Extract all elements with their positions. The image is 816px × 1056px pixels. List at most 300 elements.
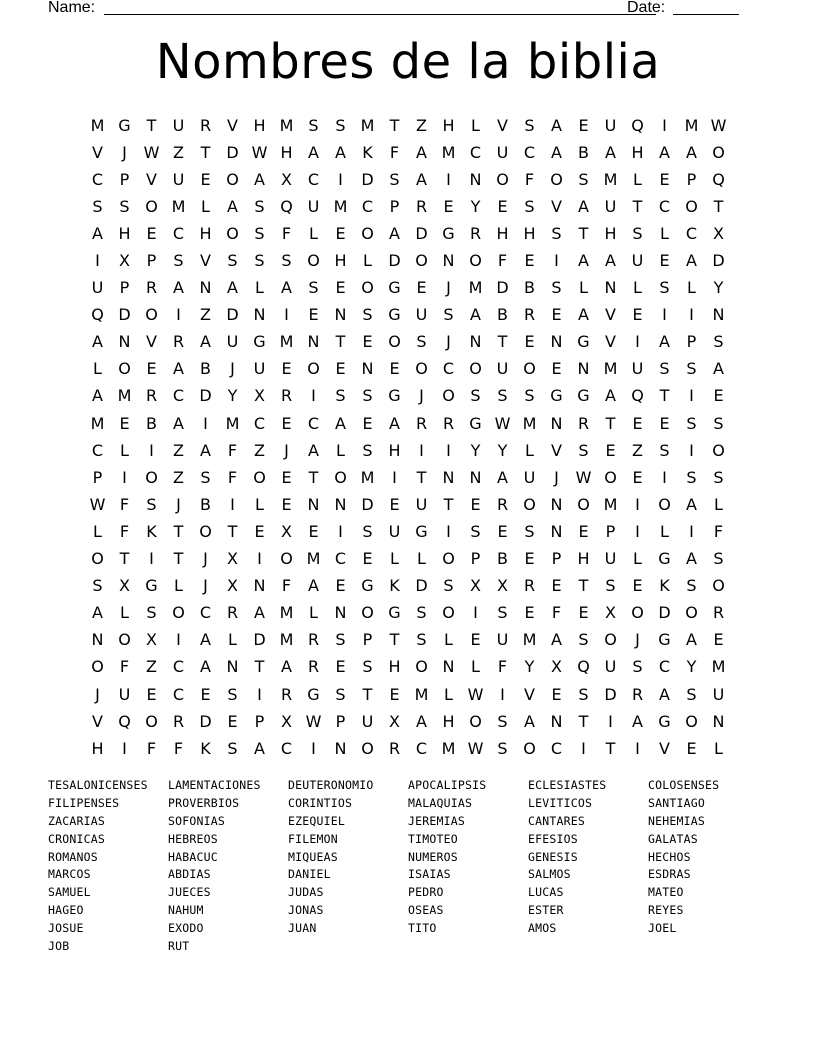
grid-letter: A [686,630,697,650]
grid-letter: I [149,549,154,569]
grid-letter: D [253,630,266,650]
grid-letter: C [91,169,104,189]
grid-letter: X [227,576,238,596]
grid-letter: X [119,251,130,271]
grid-letter: S [389,169,400,189]
grid-letter: X [551,657,562,677]
grid-letter: I [446,440,451,460]
grid-letter: O [658,494,671,514]
word-list-item: FILEMON [288,831,338,846]
grid-letter: I [203,413,208,433]
grid-letter: M [306,549,321,569]
word-list-item: LAMENTACIONES [168,778,261,792]
word-list-item: APOCALIPSIS [408,778,487,792]
grid-letter: Z [173,440,184,460]
grid-letter: D [658,603,671,623]
grid-letter: W [467,738,484,758]
word-list-item: TESALONICENSES [48,778,148,792]
word-list-item: LEVITICOS [528,795,593,810]
grid-letter: Q [118,711,131,731]
grid-letter: S [443,576,454,596]
grid-letter: E [551,305,562,325]
word-list-item: FILIPENSES [48,795,120,810]
grid-letter: C [172,386,185,406]
grid-letter: C [172,684,185,704]
word-list-item: MARCOS [48,867,91,882]
grid-letter: E [713,386,724,406]
grid-letter: I [689,521,694,541]
grid-letter: R [145,386,158,406]
grid-letter: O [415,359,428,379]
grid-letter: I [581,738,586,758]
grid-letter: E [119,413,130,433]
grid-letter: P [254,711,265,731]
grid-letter: U [604,115,617,135]
grid-letter: Z [416,115,427,135]
grid-letter: U [415,305,428,325]
grid-letter: W [143,142,160,162]
grid-letter: E [362,413,373,433]
grid-letter: S [686,359,697,379]
grid-letter: E [281,494,292,514]
grid-letter: O [442,603,455,623]
grid-letter: O [577,494,590,514]
grid-letter: P [389,196,400,216]
grid-letter: O [253,467,266,487]
grid-letter: S [200,467,211,487]
grid-letter: E [200,684,211,704]
grid-letter: L [417,549,426,569]
grid-letter: M [603,169,618,189]
grid-letter: O [334,467,347,487]
grid-letter: E [254,521,265,541]
grid-letter: G [442,223,455,243]
grid-letter: S [713,413,724,433]
grid-letter: P [146,251,157,271]
grid-letter: P [335,711,346,731]
grid-letter: T [443,494,454,514]
grid-letter: I [446,521,451,541]
grid-letter: V [92,711,103,731]
grid-letter: L [309,603,318,623]
grid-letter: G [253,332,266,352]
grid-letter: M [279,332,294,352]
grid-letter: B [200,359,211,379]
grid-letter: R [280,684,293,704]
grid-letter: A [686,142,697,162]
grid-letter: A [308,142,319,162]
grid-letter: E [470,494,481,514]
grid-letter: H [631,142,644,162]
grid-letter: E [362,549,373,569]
grid-letter: L [444,630,453,650]
grid-letter: O [388,332,401,352]
grid-letter: L [444,684,453,704]
word-list-item: JEREMIAS [408,813,465,828]
grid-letter: M [522,630,537,650]
grid-letter: I [122,467,127,487]
grid-letter: O [307,251,320,271]
grid-letter: S [254,251,265,271]
grid-letter: D [415,576,428,596]
grid-letter: T [200,142,211,162]
word-list-item: DEUTERONOMIO [288,778,374,792]
word-list-item: AMOS [528,921,557,936]
grid-letter: S [227,738,238,758]
grid-letter: X [281,169,292,189]
grid-letter: N [469,467,482,487]
grid-letter: G [577,332,590,352]
grid-letter: E [659,251,670,271]
grid-letter: X [389,711,400,731]
grid-letter: P [470,549,481,569]
word-list-item: ECLESIASTES [528,778,607,792]
grid-letter: S [443,305,454,325]
word-list-item: PEDRO [408,885,444,900]
grid-letter: N [442,251,455,271]
grid-letter: S [713,332,724,352]
grid-letter: T [173,521,184,541]
grid-letter: M [117,386,132,406]
word-list-item: DANIEL [288,867,331,882]
grid-letter: N [550,332,563,352]
grid-letter: T [416,467,427,487]
grid-letter: J [446,278,451,298]
grid-letter: M [171,196,186,216]
grid-letter: I [662,467,667,487]
grid-letter: A [497,467,508,487]
grid-letter: E [632,467,643,487]
grid-letter: N [712,305,725,325]
grid-letter: A [227,196,238,216]
grid-letter: R [199,115,212,135]
grid-letter: P [551,549,562,569]
name-blank-line [104,14,656,15]
grid-letter: N [550,413,563,433]
grid-letter: X [254,386,265,406]
grid-letter: S [119,196,130,216]
grid-letter: O [550,169,563,189]
grid-letter: S [578,169,589,189]
grid-letter: G [550,386,563,406]
grid-letter: U [604,196,617,216]
grid-letter: W [251,142,268,162]
grid-letter: C [307,413,320,433]
grid-letter: O [361,278,374,298]
grid-letter: A [173,278,184,298]
grid-letter: L [309,223,318,243]
grid-letter: N [334,494,347,514]
word-list-item: RUT [168,939,190,954]
grid-letter: E [146,223,157,243]
word-list-item: SANTIAGO [648,795,705,810]
grid-letter: X [713,223,724,243]
grid-letter: T [362,684,373,704]
grid-letter: A [335,142,346,162]
grid-letter: P [605,521,616,541]
grid-letter: D [226,142,239,162]
grid-letter: O [118,359,131,379]
grid-letter: G [658,711,671,731]
grid-letter: T [119,549,130,569]
grid-letter: O [685,196,698,216]
grid-letter: D [712,251,725,271]
grid-letter: S [659,278,670,298]
grid-letter: N [442,467,455,487]
grid-letter: A [659,142,670,162]
word-list-item: PROVERBIOS [168,795,240,810]
grid-letter: T [227,521,238,541]
grid-letter: R [280,386,293,406]
grid-letter: U [307,196,320,216]
grid-letter: E [632,305,643,325]
grid-letter: F [551,603,562,623]
grid-letter: F [281,576,292,596]
grid-letter: I [689,440,694,460]
grid-letter: S [227,684,238,704]
grid-letter: D [388,251,401,271]
date-blank-line [673,14,739,15]
word-list-item: ZACARIAS [48,813,105,828]
grid-letter: V [605,305,616,325]
grid-letter: I [176,630,181,650]
grid-letter: A [686,251,697,271]
grid-letter: H [253,115,266,135]
grid-letter: V [227,115,238,135]
grid-letter: O [685,711,698,731]
grid-letter: O [145,711,158,731]
grid-letter: S [686,467,697,487]
grid-letter: M [90,413,105,433]
grid-letter: A [551,142,562,162]
grid-letter: S [173,251,184,271]
grid-letter: L [471,115,480,135]
grid-letter: E [389,359,400,379]
grid-letter: S [686,684,697,704]
grid-letter: N [469,332,482,352]
grid-letter: P [92,467,103,487]
grid-letter: W [575,467,592,487]
grid-letter: C [442,359,455,379]
grid-letter: G [388,386,401,406]
grid-letter: K [200,738,211,758]
grid-letter: N [253,305,266,325]
grid-letter: J [95,684,100,704]
grid-letter: M [441,738,456,758]
grid-letter: A [578,251,589,271]
grid-letter: O [604,630,617,650]
grid-letter: A [254,738,265,758]
grid-letter: A [308,576,319,596]
grid-letter: W [710,115,727,135]
grid-letter: X [146,630,157,650]
grid-letter: E [713,630,724,650]
grid-letter: U [172,115,185,135]
grid-letter: S [497,711,508,731]
grid-letter: I [149,440,154,460]
grid-letter: N [550,494,563,514]
grid-letter: G [118,115,131,135]
grid-letter: S [416,630,427,650]
grid-letter: T [578,223,589,243]
grid-letter: X [119,576,130,596]
grid-letter: L [363,251,372,271]
grid-letter: U [712,684,725,704]
grid-letter: E [632,413,643,433]
grid-letter: V [146,169,157,189]
word-list-item: CRONICAS [48,831,105,846]
grid-letter: S [281,251,292,271]
grid-letter: S [308,115,319,135]
grid-letter: M [414,684,429,704]
grid-letter: S [524,521,535,541]
word-list-item: CORINTIOS [288,795,353,810]
grid-letter: S [497,386,508,406]
grid-letter: O [172,603,185,623]
grid-letter: U [496,359,509,379]
grid-letter: U [604,657,617,677]
grid-letter: A [92,386,103,406]
grid-letter: N [91,630,104,650]
grid-letter: F [119,521,130,541]
grid-letter: L [714,738,723,758]
grid-letter: H [604,223,617,243]
grid-letter: E [389,494,400,514]
grid-letter: A [92,603,103,623]
grid-letter: E [524,603,535,623]
grid-letter: O [361,223,374,243]
grid-letter: O [523,494,536,514]
grid-letter: I [554,251,559,271]
grid-letter: A [470,305,481,325]
grid-letter: O [469,251,482,271]
grid-letter: F [146,738,157,758]
grid-letter: V [200,251,211,271]
grid-letter: B [497,305,508,325]
grid-letter: I [311,386,316,406]
grid-letter: L [633,278,642,298]
grid-letter: C [523,142,536,162]
grid-letter: A [605,142,616,162]
word-list-item: SOFONIAS [168,813,225,828]
grid-letter: I [689,386,694,406]
grid-letter: N [118,332,131,352]
grid-letter: T [713,196,724,216]
grid-letter: S [254,223,265,243]
grid-letter: S [551,223,562,243]
grid-letter: A [92,332,103,352]
word-list-item: NEHEMIAS [648,813,705,828]
grid-letter: S [605,576,616,596]
grid-letter: D [361,494,374,514]
word-list-item: JONAS [288,903,324,918]
grid-letter: E [632,576,643,596]
grid-letter: S [146,494,157,514]
grid-letter: T [632,196,643,216]
grid-letter: S [416,603,427,623]
word-list-item: HAGEO [48,903,84,918]
grid-letter: B [146,413,157,433]
grid-letter: E [659,413,670,433]
grid-letter: F [524,169,535,189]
grid-letter: J [635,630,640,650]
grid-letter: I [338,521,343,541]
grid-letter: E [308,521,319,541]
grid-letter: L [255,278,264,298]
grid-letter: O [712,576,725,596]
grid-letter: N [577,359,590,379]
grid-letter: B [524,278,535,298]
grid-letter: Y [497,440,508,460]
grid-letter: A [578,305,589,325]
grid-letter: W [467,684,484,704]
grid-letter: I [284,305,289,325]
grid-letter: S [362,657,373,677]
grid-letter: H [280,142,293,162]
grid-letter: I [419,440,424,460]
grid-letter: R [415,413,428,433]
grid-letter: A [416,169,427,189]
grid-letter: E [335,278,346,298]
grid-letter: F [119,657,130,677]
grid-letter: O [226,169,239,189]
word-list-item: EFESIOS [528,831,578,846]
grid-letter: Y [470,440,481,460]
grid-letter: T [578,711,589,731]
grid-letter: E [578,603,589,623]
grid-letter: L [120,440,129,460]
grid-letter: H [442,115,455,135]
grid-letter: W [89,494,106,514]
grid-letter: R [523,576,536,596]
grid-letter: S [254,196,265,216]
grid-letter: P [686,169,697,189]
grid-letter: O [442,549,455,569]
grid-letter: A [254,169,265,189]
word-list-item: OSEAS [408,903,444,918]
grid-letter: R [388,738,401,758]
grid-letter: C [280,738,293,758]
grid-letter: A [200,630,211,650]
grid-letter: M [684,115,699,135]
grid-letter: A [335,413,346,433]
grid-letter: V [551,196,562,216]
word-list-item: COLOSENSES [648,778,720,792]
grid-letter: M [279,115,294,135]
grid-letter: N [334,738,347,758]
grid-letter: E [308,305,319,325]
grid-letter: L [687,278,696,298]
grid-letter: D [361,169,374,189]
grid-letter: S [524,386,535,406]
grid-letter: A [551,115,562,135]
grid-letter: V [497,115,508,135]
word-list-item: JUECES [168,885,211,900]
grid-letter: O [91,549,104,569]
grid-letter: I [662,115,667,135]
grid-letter: W [494,413,511,433]
grid-letter: U [523,467,536,487]
word-list-item: TIMOTEO [408,831,458,846]
grid-letter: C [334,549,347,569]
grid-letter: S [335,684,346,704]
grid-letter: U [226,332,239,352]
grid-letter: O [712,142,725,162]
grid-letter: H [199,223,212,243]
grid-letter: N [226,657,239,677]
grid-letter: P [362,630,373,650]
grid-letter: A [551,630,562,650]
